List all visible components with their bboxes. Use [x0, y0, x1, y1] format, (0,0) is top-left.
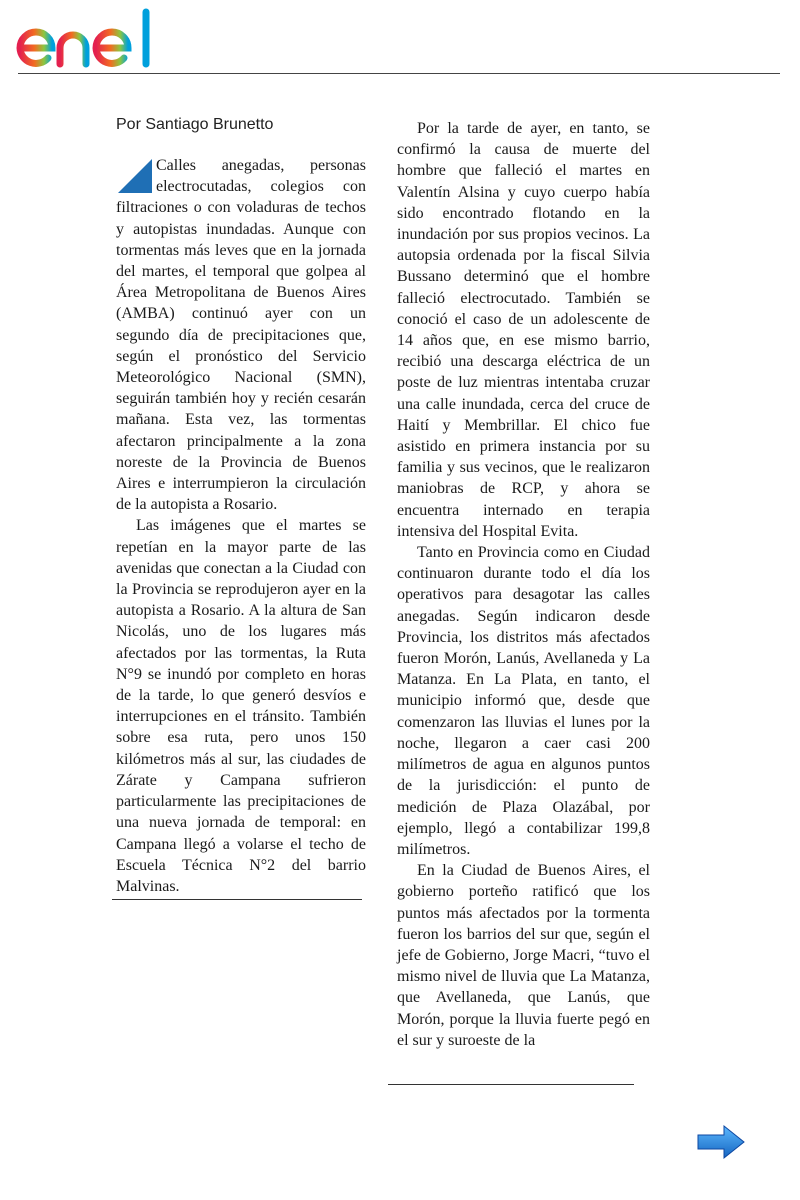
byline: Por Santiago Brunetto	[116, 116, 274, 133]
header-divider	[18, 73, 780, 74]
paragraph: Tanto en Provincia como en Ciudad continuaron durante todo el día los operativos para desagotar las calles anegadas. Según indicaron desde Provincia, los distritos más afectados fueron Morón, Lanús, Avellaneda y La Matanza. En La Plata, en tanto, el municipio informó que, desde que comenzaron las lluvias el lunes por la noche, llegaron a caer casi 200 milímetros de agua en algunos puntos de la jurisdicción: el punto de medición de Plaza Olazábal, por ejemplo, llegó a contabilizar 199,8 milímetros.	[397, 544, 650, 858]
paragraph: Las imágenes que el martes se repetían en la mayor parte de las avenidas que conectan a la Ciudad con la Provincia se reprodujeron ayer en la autopista a Rosario. A la altura de San Nicolás, uno de los lugares más afectados por las tormentas, la Ruta N°9 se inundó por completo en horas de la tarde, lo que generó desvíos e interrupciones en el tránsito. También sobre esa ruta, pero unos 150 kilómetros más al sur, las ciudades de Zárate y Campana sufrieron particularmente las precipitaciones de una nueva jornada de temporal: en Campana llegó a volarse el techo de Escuela Técnica N°2 del barrio Malvinas.	[116, 517, 366, 895]
column-end-rule	[388, 1084, 634, 1085]
paragraph: Por la tarde de ayer, en tanto, se confirmó la causa de muerte del hombre que falleció el martes en Valentín Alsina y cuyo cuerpo había sido encontrado flotando en la inundación por sus propios vecinos. La autopsia ordenada por la fiscal Silvia Bussano determinó que el hombre falleció electrocutado. También se conoció el caso de un adolescente de 14 años que, en ese mismo barrio, recibió una descarga eléctrica de un poste de luz mientras intentaba cruzar una calle inundada, cerca del cruce de Haití y Membrillar. El chico fue asistido en primera instancia por su familia y sus vecinos, que le realizaron maniobras de RCP, y ahora se encuentra internado en terapia intensiva del Hospital Evita.	[397, 120, 650, 540]
article-column-left	[116, 155, 366, 897]
column-end-rule	[112, 899, 362, 900]
paragraph: En la Ciudad de Buenos Aires, el gobierno porteño ratificó que los puntos más afectados por la tormenta fueron los barrios del sur que, según el jefe de Gobierno, Jorge Macri, “tuvo el mismo nivel de lluvia que La Matanza, que Avellaneda, que Lanús, que Morón, porque la lluvia fuerte pegó en el sur y suroeste de la	[397, 862, 650, 1049]
article-column-right	[397, 118, 650, 1051]
drop-triangle-icon	[116, 157, 152, 193]
next-page-arrow-icon[interactable]	[696, 1124, 746, 1160]
enel-logo	[16, 8, 186, 68]
paragraph: Calles anegadas, personas electrocutadas, colegios con filtraciones o con voladuras de techos y autopistas inundadas. Aunque con tormentas más leves que en la jornada del martes, el temporal que golpea al Área Metropolitana de Buenos Aires (AMBA) continuó ayer con un segundo día de precipitaciones que, según el pronóstico del Servicio Meteorológico Nacional (SMN), seguirán también hoy y recién cesarán mañana. Esta vez, las tormentas afectaron principalmente a la zona noreste de la Provincia de Buenos Aires e interrumpieron la circulación de la autopista a Rosario.	[116, 157, 366, 514]
